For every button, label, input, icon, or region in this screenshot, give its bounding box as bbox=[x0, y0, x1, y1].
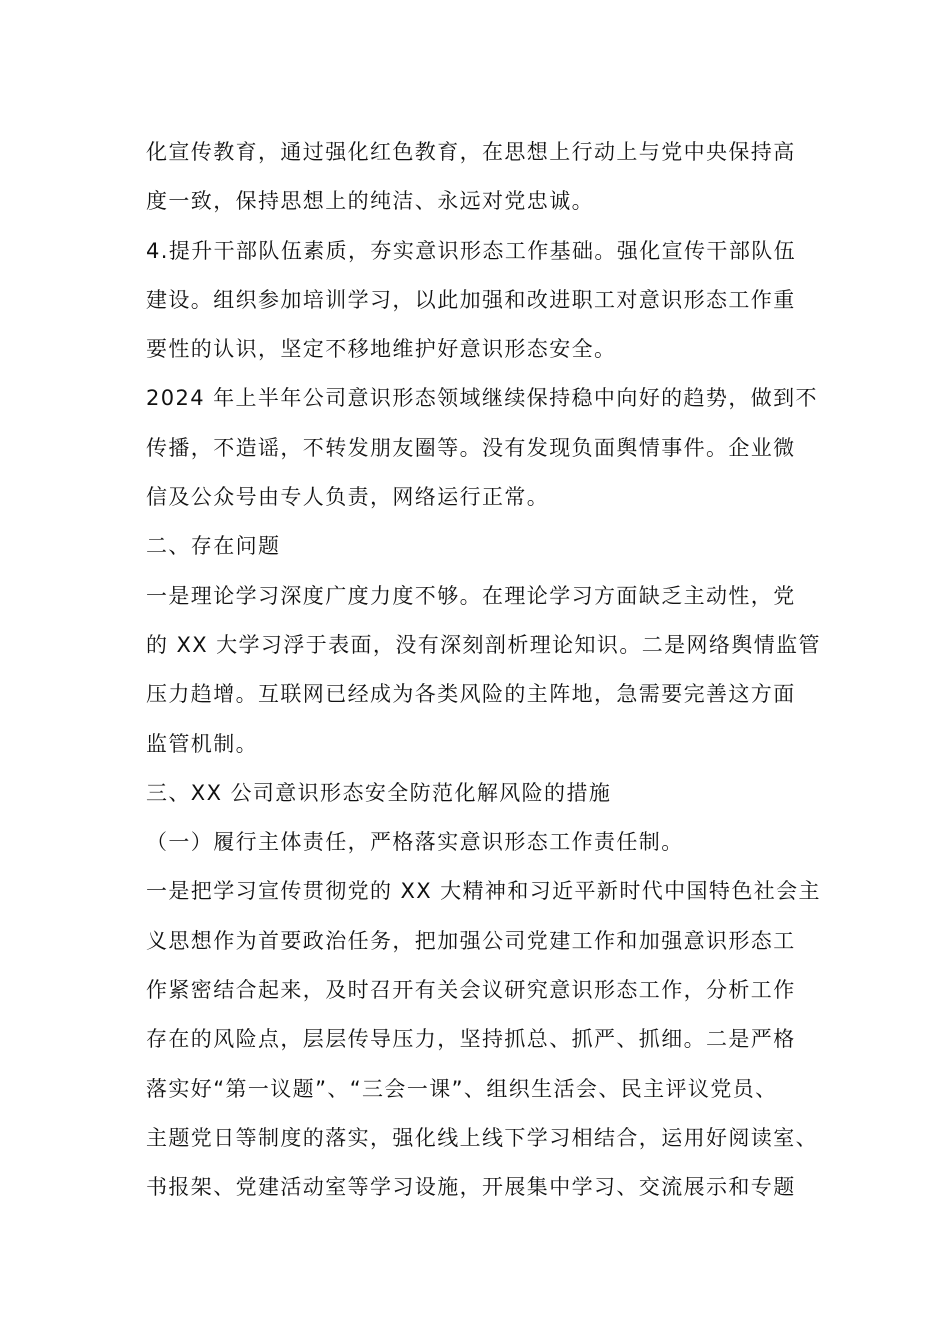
text-line: 的 XX 大学习浮于表面，没有深刻剖析理论知识。二是网络舆情监管 bbox=[146, 632, 821, 657]
text-line: 4.提升干部队伍素质，夯实意识形态工作基础。强化宣传干部队伍 bbox=[146, 238, 797, 263]
text-line: 要性的认识，坚定不移地维护好意识形态安全。 bbox=[146, 337, 617, 362]
text-line: 一是把学习宣传贯彻党的 XX 大精神和习近平新时代中国特色社会主 bbox=[146, 879, 821, 904]
paragraph-2024-summary bbox=[146, 374, 818, 522]
section-heading-text: 三、XX 公司意识形态安全防范化解风险的措施 bbox=[146, 780, 612, 805]
section-heading-risk-measures bbox=[146, 769, 811, 818]
text-line: 存在的风险点，层层传导压力，坚持抓总、抓严、抓细。二是严格 bbox=[146, 1027, 796, 1052]
text-line: 传播，不造谣，不转发朋友圈等。没有发现负面舆情事件。企业微 bbox=[146, 435, 796, 460]
section-heading-existing-problems bbox=[146, 522, 811, 571]
text-line: 落实好“第一议题”、“三会一课”、组织生活会、民主评议党员、 bbox=[146, 1076, 778, 1101]
text-line: 2024 年上半年公司意识形态领域继续保持稳中向好的趋势，做到不 bbox=[146, 386, 818, 411]
paragraph-measures-detail bbox=[146, 867, 821, 1212]
text-line: 一是理论学习深度广度力度不够。在理论学习方面缺乏主动性，党 bbox=[146, 583, 796, 608]
text-line: 信及公众号由专人负责，网络运行正常。 bbox=[146, 485, 550, 510]
text-line: 压力趋增。互联网已经成为各类风险的主阵地，急需要完善这方面 bbox=[146, 682, 796, 707]
subsection-heading-text: （一）履行主体责任，严格落实意识形态工作责任制。 bbox=[146, 830, 684, 855]
text-line: 化宣传教育，通过强化红色教育，在思想上行动上与党中央保持高 bbox=[146, 140, 796, 164]
text-line: 书报架、党建活动室等学习设施，开展集中学习、交流展示和专题 bbox=[146, 1175, 796, 1200]
section-heading-text: 二、存在问题 bbox=[146, 534, 281, 559]
paragraph-patriotic-education-continued bbox=[146, 128, 811, 227]
subsection-heading-main-responsibility bbox=[146, 818, 811, 867]
text-line: 作紧密结合起来，及时召开有关会议研究意识形态工作，分析工作 bbox=[146, 978, 796, 1003]
text-line: 度一致，保持思想上的纯洁、永远对党忠诚。 bbox=[146, 189, 594, 214]
text-line: 监管机制。 bbox=[146, 731, 258, 756]
paragraph-problems bbox=[146, 572, 821, 769]
text-line: 主题党日等制度的落实，强化线上线下学习相结合，运用好阅读室、 bbox=[146, 1125, 818, 1150]
document-body bbox=[146, 128, 821, 1213]
text-line: 建设。组织参加培训学习，以此加强和改进职工对意识形态工作重 bbox=[146, 287, 796, 312]
text-line: 义思想作为首要政治任务，把加强公司党建工作和加强意识形态工 bbox=[146, 928, 796, 953]
paragraph-cadre-quality bbox=[146, 227, 811, 375]
